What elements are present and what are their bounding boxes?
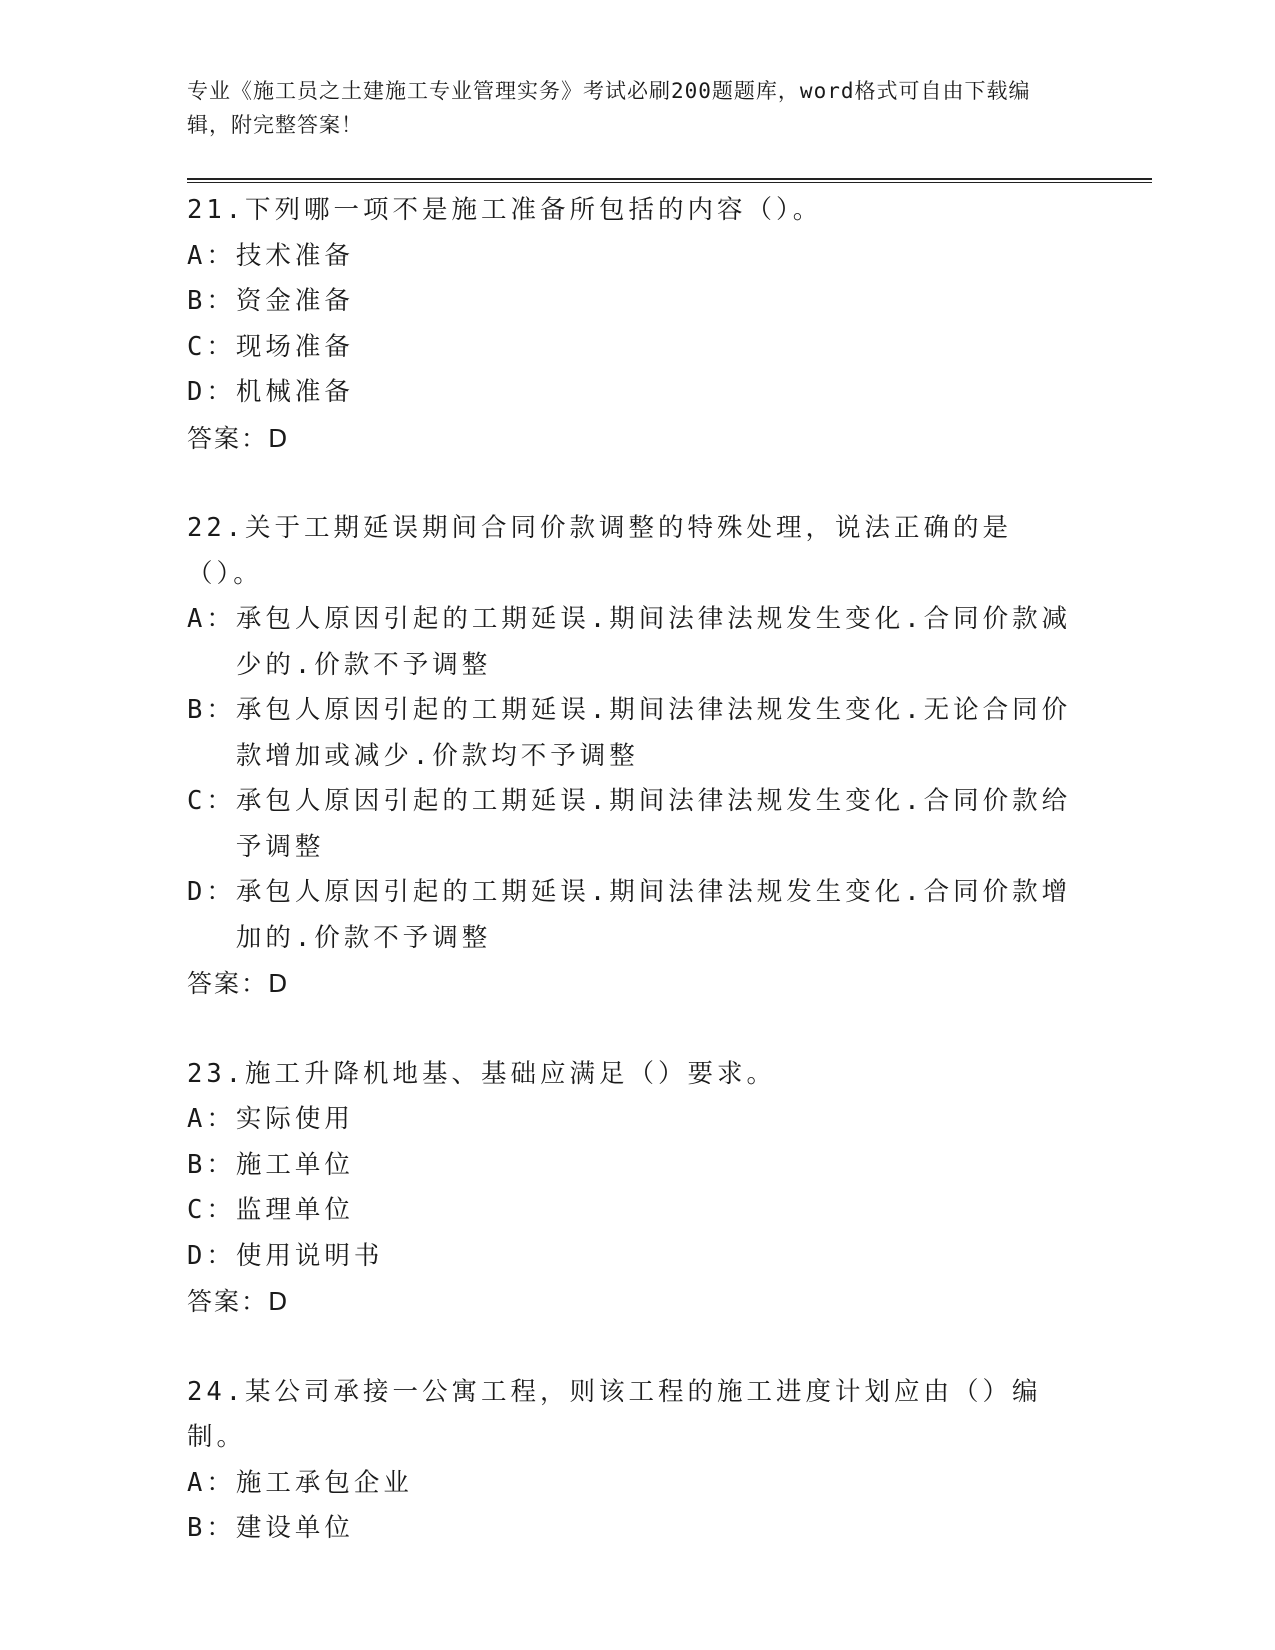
option-key: C： <box>187 1195 236 1225</box>
option-a <box>187 1461 1087 1507</box>
question-list <box>187 188 1087 1597</box>
option-key: D： <box>187 1240 236 1271</box>
question-stem: 23.施工升降机地基、基础应满足（）要求。 <box>187 1058 777 1089</box>
option-text: 建设单位 <box>235 1513 354 1543</box>
option-text: 使用说明书 <box>235 1240 384 1271</box>
option-text: 承包人原因引起的工期延误.期间法律法规发生变化.无论合同价款增加或减少.价款均不予调整 <box>235 695 1072 771</box>
question-22 <box>187 506 1087 1007</box>
option-a <box>187 1097 1087 1143</box>
option-text: 机械准备 <box>235 377 354 407</box>
option-b <box>187 688 1087 779</box>
answer-line: 答案：D <box>187 423 290 453</box>
option-d <box>187 370 1087 416</box>
option-a <box>187 597 1087 688</box>
option-text: 监理单位 <box>235 1195 354 1225</box>
option-key: A： <box>187 604 236 634</box>
option-key: C： <box>187 331 236 362</box>
option-b <box>187 279 1087 325</box>
option-text: 技术准备 <box>235 240 354 271</box>
question-21 <box>187 188 1087 461</box>
header-divider <box>187 178 1152 183</box>
answer-line: 答案：D <box>187 1287 290 1316</box>
option-b <box>187 1506 1087 1552</box>
question-24 <box>187 1370 1087 1552</box>
option-c <box>187 779 1087 870</box>
option-key: D： <box>187 877 236 907</box>
option-key: A： <box>187 240 236 271</box>
option-key: A： <box>187 1104 236 1134</box>
option-c <box>187 1188 1087 1234</box>
option-key: B： <box>187 1513 236 1543</box>
option-text: 资金准备 <box>235 286 354 316</box>
option-a <box>187 234 1087 280</box>
question-stem: 24.某公司承接一公寓工程，则该工程的施工进度计划应由（）编制。 <box>187 1376 1042 1452</box>
document-header: 专业《施工员之土建施工专业管理实务》考试必刷200题题库，word格式可自由下载编辑，附完整答案！ <box>187 79 1031 137</box>
option-key: D： <box>187 377 236 407</box>
option-text: 承包人原因引起的工期延误.期间法律法规发生变化.合同价款减少的.价款不予调整 <box>235 604 1072 680</box>
option-text: 实际使用 <box>235 1104 354 1134</box>
option-c <box>187 325 1087 371</box>
option-b <box>187 1143 1087 1189</box>
option-text: 施工单位 <box>235 1149 354 1180</box>
option-text: 现场准备 <box>235 331 354 362</box>
option-d <box>187 1234 1087 1280</box>
question-23 <box>187 1052 1087 1325</box>
option-text: 承包人原因引起的工期延误.期间法律法规发生变化.合同价款增加的.价款不予调整 <box>235 877 1072 953</box>
option-key: A： <box>187 1467 236 1498</box>
option-key: B： <box>187 695 236 725</box>
question-stem: 21.下列哪一项不是施工准备所包括的内容（）。 <box>187 195 823 225</box>
option-d <box>187 870 1087 961</box>
option-key: B： <box>187 286 236 316</box>
option-key: B： <box>187 1149 236 1180</box>
option-text: 承包人原因引起的工期延误.期间法律法规发生变化.合同价款给予调整 <box>235 786 1072 862</box>
question-stem: 22.关于工期延误期间合同价款调整的特殊处理，说法正确的是（）。 <box>187 513 1013 589</box>
option-text: 施工承包企业 <box>235 1467 413 1498</box>
option-key: C： <box>187 786 236 816</box>
answer-line: 答案：D <box>187 969 290 998</box>
